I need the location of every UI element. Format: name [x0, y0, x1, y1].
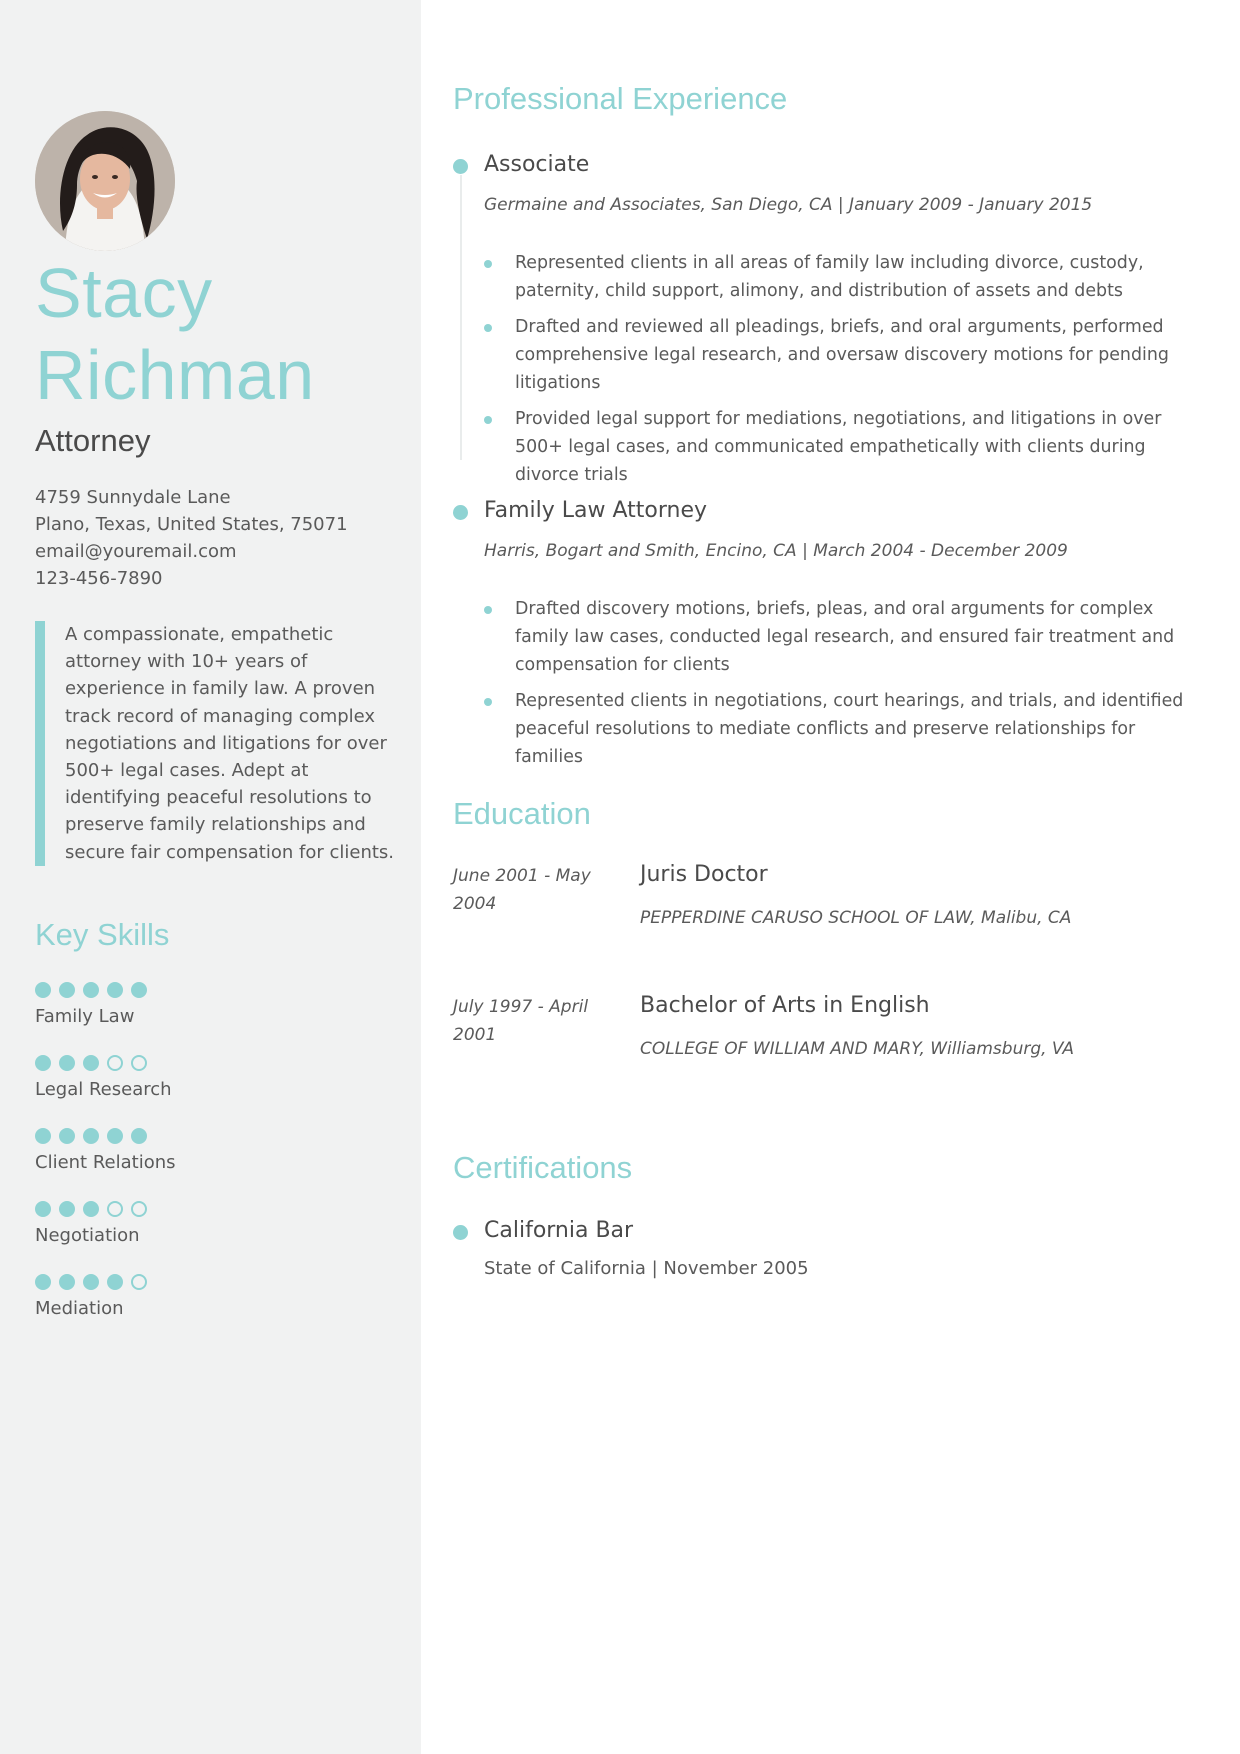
filled-dot-icon	[131, 982, 147, 998]
phone[interactable]: 123-456-7890	[35, 568, 163, 589]
filled-dot-icon	[107, 1274, 123, 1290]
address-line2: Plano, Texas, United States, 75071	[35, 514, 348, 535]
skill-item	[35, 1126, 395, 1199]
skill-rating	[35, 1272, 395, 1291]
skill-item	[35, 1053, 395, 1126]
timeline-dot-icon	[453, 159, 468, 174]
contact-info	[35, 484, 348, 592]
sidebar	[0, 0, 421, 1754]
education-school: COLLEGE OF WILLIAM AND MARY, Williamsburg, VA	[640, 1039, 1075, 1059]
filled-dot-icon	[35, 1201, 51, 1217]
filled-dot-icon	[35, 982, 51, 998]
filled-dot-icon	[131, 1128, 147, 1144]
filled-dot-icon	[35, 1274, 51, 1290]
skill-rating	[35, 980, 395, 999]
job-bullets	[484, 249, 1184, 497]
skill-rating	[35, 1053, 395, 1072]
bullet-item: Provided legal support for mediations, negotiations, and litigations in over 500+ legal cases, and communicated empathetically with clients during divorce trials	[484, 405, 1184, 489]
summary: A compassionate, empathetic attorney with 10+ years of experience in family law. A proven track record of managing complex negotiations and litigations for over 500+ legal cases. Adept at identifying peaceful resolutions to preserve family relationships and secure fair compensation for clients.	[35, 621, 395, 866]
portrait-icon	[35, 111, 175, 251]
skill-item	[35, 1272, 395, 1345]
first-name: Stacy	[35, 254, 213, 332]
empty-dot-icon	[107, 1055, 123, 1071]
filled-dot-icon	[83, 1128, 99, 1144]
last-name: Richman	[35, 336, 315, 414]
education-date: July 1997 - April 2001	[453, 997, 589, 1045]
skill-item	[35, 1199, 395, 1272]
job-title: Attorney	[35, 423, 151, 458]
experience-heading: Professional Experience	[453, 81, 788, 116]
bullet-item: Drafted discovery motions, briefs, pleas, and oral arguments for complex family law cases, conducted legal research, and ensured fair treatment and compensation for clients	[484, 595, 1184, 679]
skill-name: Client Relations	[35, 1152, 176, 1173]
filled-dot-icon	[107, 982, 123, 998]
name-heading	[35, 252, 315, 416]
empty-dot-icon	[131, 1274, 147, 1290]
filled-dot-icon	[59, 1128, 75, 1144]
filled-dot-icon	[83, 1274, 99, 1290]
filled-dot-icon	[83, 1055, 99, 1071]
job-role: Family Law Attorney	[484, 498, 708, 523]
education-date: June 2001 - May 2004	[453, 866, 591, 914]
filled-dot-icon	[83, 1201, 99, 1217]
bullet-item: Represented clients in all areas of family law including divorce, custody, paternity, child support, alimony, and distribution of assets and debts	[484, 249, 1184, 305]
skill-name: Mediation	[35, 1298, 124, 1319]
empty-dot-icon	[131, 1201, 147, 1217]
skill-name: Legal Research	[35, 1079, 172, 1100]
timeline-dot-icon	[453, 505, 468, 520]
filled-dot-icon	[35, 1055, 51, 1071]
empty-dot-icon	[131, 1055, 147, 1071]
skill-name: Negotiation	[35, 1225, 140, 1246]
education-school: PEPPERDINE CARUSO SCHOOL OF LAW, Malibu, CA	[640, 908, 1072, 928]
education-degree: Bachelor of Arts in English	[640, 993, 930, 1018]
bullet-item: Drafted and reviewed all pleadings, briefs, and oral arguments, performed comprehensive legal research, and oversaw discovery motions for pending litigations	[484, 313, 1184, 397]
bullet-item: Represented clients in negotiations, court hearings, and trials, and identified peaceful resolutions to mediate conflicts and preserve relationships for families	[484, 687, 1184, 771]
filled-dot-icon	[59, 1055, 75, 1071]
job-bullets	[484, 595, 1184, 779]
education-degree: Juris Doctor	[640, 862, 768, 887]
filled-dot-icon	[59, 1274, 75, 1290]
address-line1: 4759 Sunnydale Lane	[35, 487, 231, 508]
filled-dot-icon	[35, 1128, 51, 1144]
email[interactable]: email@youremail.com	[35, 541, 237, 562]
job-meta: Germaine and Associates, San Diego, CA | January 2009 - January 2015	[484, 195, 1093, 215]
skill-rating	[35, 1199, 395, 1218]
certification-detail: State of California | November 2005	[484, 1258, 809, 1279]
education-heading: Education	[453, 796, 591, 831]
filled-dot-icon	[107, 1128, 123, 1144]
skills-list	[35, 980, 395, 1345]
filled-dot-icon	[83, 982, 99, 998]
filled-dot-icon	[59, 1201, 75, 1217]
skill-rating	[35, 1126, 395, 1145]
key-skills-heading: Key Skills	[35, 917, 170, 952]
job-role: Associate	[484, 152, 590, 177]
timeline-dot-icon	[453, 1225, 468, 1240]
empty-dot-icon	[107, 1201, 123, 1217]
certifications-heading: Certifications	[453, 1150, 633, 1185]
certification-name: California Bar	[484, 1218, 634, 1243]
filled-dot-icon	[59, 982, 75, 998]
job-meta: Harris, Bogart and Smith, Encino, CA | March 2004 - December 2009	[484, 541, 1068, 561]
timeline-line	[460, 175, 462, 460]
profile-photo	[35, 111, 175, 251]
main-content	[421, 0, 1240, 1754]
skill-name: Family Law	[35, 1006, 135, 1027]
skill-item	[35, 980, 395, 1053]
